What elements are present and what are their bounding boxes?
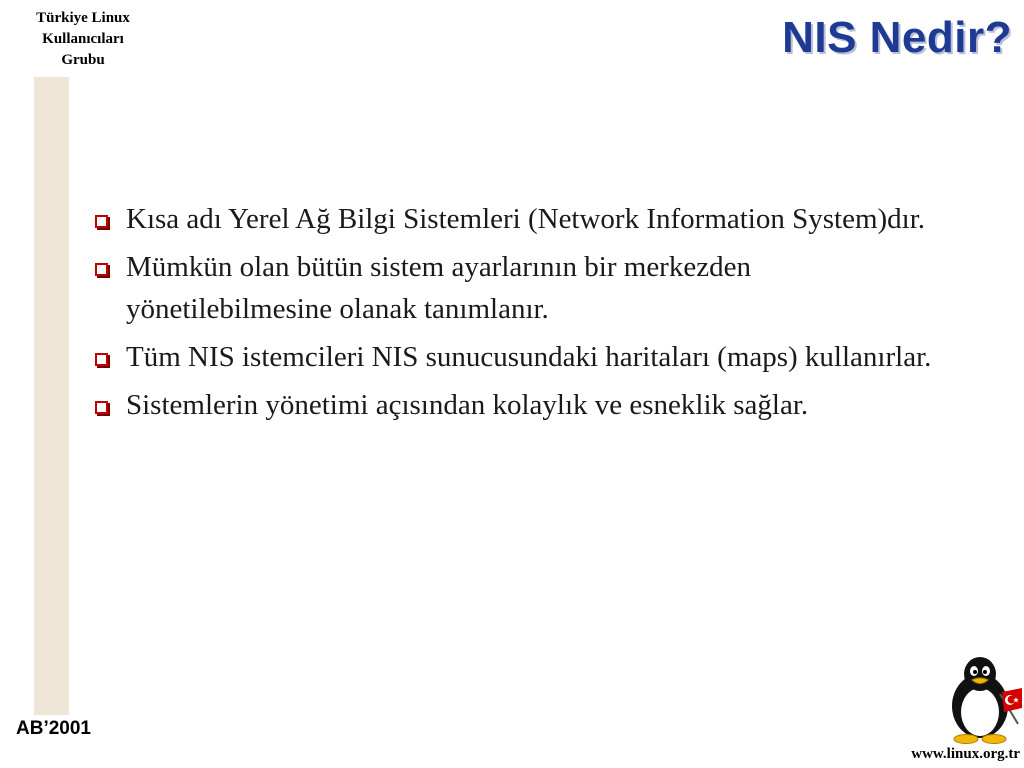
organization-name-line3: Grubu [61,52,105,68]
tux-penguin-icon [942,654,1024,744]
organization-name-line1: Türkiye Linux [36,10,130,26]
square-bullet-icon [95,401,108,414]
footer-event-label: AB’2001 [16,718,91,739]
footer-url: www.linux.org.tr [911,746,1020,762]
organization-name-line2: Kullanıcıları [42,31,124,47]
bullet-item [90,198,950,240]
bullet-text: Tüm NIS istemcileri NIS sunucusundaki haritaları (maps) kullanırlar. [126,341,932,373]
bullet-item [90,384,950,426]
square-bullet-icon [95,263,108,276]
organization-name [0,8,166,71]
square-bullet-icon [95,215,108,228]
bullet-list [90,198,950,432]
square-bullet-icon [95,353,108,366]
bullet-item [90,336,950,378]
bullet-item [90,246,950,330]
slide-title: NIS Nedir? [782,13,1012,62]
bullet-text: Sistemlerin yönetimi açısından kolaylık ve esneklik sağlar. [126,389,809,421]
bullet-text: Kısa adı Yerel Ağ Bilgi Sistemleri (Network Information System)dır. [126,203,926,235]
bullet-text: Mümkün olan bütün sistem ayarlarının bir merkezden yönetilebilmesine olanak tanımlanır. [126,251,751,325]
side-accent-bar [34,77,69,715]
